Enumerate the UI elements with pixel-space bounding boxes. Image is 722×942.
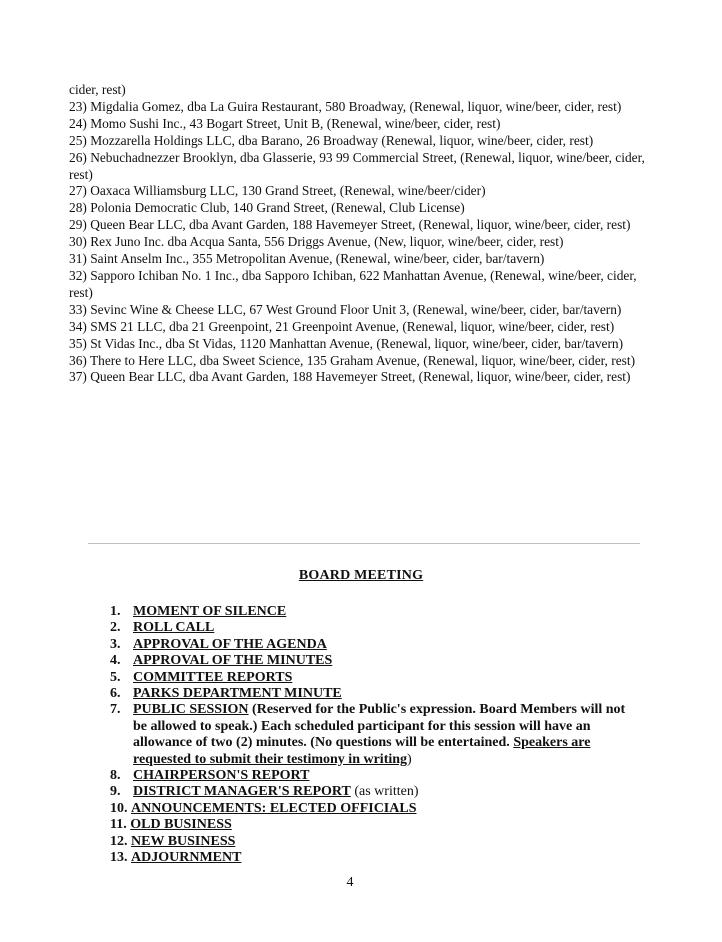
agenda-item-title: NEW BUSINESS [131, 833, 236, 849]
agenda-item-number: 6. [110, 686, 121, 702]
agenda-item-announcements [110, 801, 640, 817]
list-item: 26) Nebuchadnezzer Brooklyn, dba Glasserie, 93 99 Commercial Street, (Renewal, liquor, wine/beer, cider, rest) [69, 149, 645, 182]
license-application-list [69, 82, 649, 386]
agenda-item-title: ANNOUNCEMENTS: ELECTED OFFICIALS [131, 800, 417, 816]
list-item: 31) Saint Anselm Inc., 355 Metropolitan Avenue, (Renewal, wine/beer, cider, bar/tavern) [69, 251, 545, 267]
agenda-item-title: DISTRICT MANAGER'S REPORT [133, 784, 351, 800]
agenda-item-parks-department-minute [110, 686, 640, 702]
agenda-item-roll-call [110, 620, 640, 636]
agenda-item-number: 10. [110, 800, 128, 816]
agenda-item-number: 11. [110, 817, 127, 833]
agenda-item-number: 2. [110, 620, 121, 636]
agenda-item-chairperson-report [110, 768, 640, 784]
board-meeting-heading: BOARD MEETING [298, 568, 424, 583]
list-item: 29) Queen Bear LLC, dba Avant Garden, 188 Havemeyer Street, (Renewal, liquor, wine/beer, cider, rest) [69, 217, 631, 233]
list-item: 23) Migdalia Gomez, dba La Guira Restaurant, 580 Broadway, (Renewal, liquor, wine/beer, cider, rest) [69, 98, 622, 114]
testimony-request-note: Speakers are requested to submit their testimony in writing [133, 735, 591, 767]
public-session-note-end: ) [407, 751, 412, 767]
agenda-item-new-business [110, 834, 640, 850]
agenda-item-moment-of-silence [110, 604, 640, 620]
list-item: 35) St Vidas Inc., dba St Vidas, 1120 Manhattan Avenue, (Renewal, liquor, wine/beer, cider, bar/tavern) [69, 335, 624, 351]
board-meeting-agenda [110, 604, 640, 867]
agenda-item-title: COMMITTEE REPORTS [133, 669, 293, 685]
list-item: cider, rest) [69, 82, 126, 97]
list-item: 32) Sapporo Ichiban No. 1 Inc., dba Sapporo Ichiban, 622 Manhattan Avenue, (Renewal, wine/beer, cider, rest) [69, 267, 637, 300]
agenda-item-note: (as written) [350, 784, 419, 800]
list-item: 37) Queen Bear LLC, dba Avant Garden, 188 Havemeyer Street, (Renewal, liquor, wine/beer, cider, rest) [69, 369, 631, 385]
agenda-item-committee-reports [110, 670, 640, 686]
agenda-item-title: MOMENT OF SILENCE [133, 604, 287, 619]
agenda-item-title: OLD BUSINESS [130, 817, 232, 833]
list-item: 28) Polonia Democratic Club, 140 Grand Street, (Renewal, Club License) [69, 200, 465, 216]
agenda-item-title: APPROVAL OF THE MINUTES [133, 653, 333, 669]
agenda-item-old-business [110, 817, 640, 833]
list-item: 33) Sevinc Wine & Cheese LLC, 67 West Ground Floor Unit 3, (Renewal, wine/beer, cider, bar/tavern) [69, 301, 622, 317]
agenda-item-number: 1. [110, 604, 121, 619]
agenda-item-public-session [110, 702, 640, 768]
agenda-item-adjournment [110, 850, 640, 866]
agenda-item-title: ROLL CALL [133, 620, 215, 636]
agenda-item-number: 4. [110, 653, 121, 669]
list-item: 24) Momo Sushi Inc., 43 Bogart Street, Unit B, (Renewal, wine/beer, cider, rest) [69, 115, 501, 131]
agenda-item-title: ADJOURNMENT [131, 850, 242, 866]
list-item: 34) SMS 21 LLC, dba 21 Greenpoint, 21 Greenpoint Avenue, (Renewal, liquor, wine/beer, cider, rest) [69, 318, 615, 334]
list-item: 25) Mozzarella Holdings LLC, dba Barano, 26 Broadway (Renewal, liquor, wine/beer, cider, rest) [69, 132, 594, 148]
list-item: 36) There to Here LLC, dba Sweet Science, 135 Graham Avenue, (Renewal, liquor, wine/beer, cider, rest) [69, 352, 636, 368]
agenda-item-number: 3. [110, 636, 121, 652]
agenda-item-number: 8. [110, 768, 121, 784]
agenda-item-number: 9. [110, 784, 121, 800]
public-session-note: (Reserved for the Public's expression. Board Members will not be allowed to speak.) Each scheduled participant for this session will have an allowance of two (2) minutes. (No questions will be entertained. [133, 702, 626, 751]
agenda-item-title: PARKS DEPARTMENT MINUTE [133, 686, 342, 702]
agenda-item-title: APPROVAL OF THE AGENDA [133, 636, 327, 652]
agenda-item-title: PUBLIC SESSION [133, 702, 249, 718]
page-number: 4 [346, 875, 354, 890]
agenda-item-number: 13. [110, 850, 128, 866]
agenda-item-approval-of-agenda [110, 637, 640, 653]
agenda-item-number: 12. [110, 833, 128, 849]
list-item: 27) Oaxaca Williamsburg LLC, 130 Grand Street, (Renewal, wine/beer/cider) [69, 183, 486, 199]
agenda-item-title: CHAIRPERSON'S REPORT [133, 768, 310, 784]
section-divider [88, 543, 640, 544]
agenda-item-district-manager-report [110, 784, 640, 800]
list-item: 30) Rex Juno Inc. dba Acqua Santa, 556 Driggs Avenue, (New, liquor, wine/beer, cider, rest) [69, 234, 564, 250]
agenda-item-number: 7. [110, 702, 121, 718]
agenda-item-approval-of-minutes [110, 653, 640, 669]
agenda-item-number: 5. [110, 669, 121, 685]
